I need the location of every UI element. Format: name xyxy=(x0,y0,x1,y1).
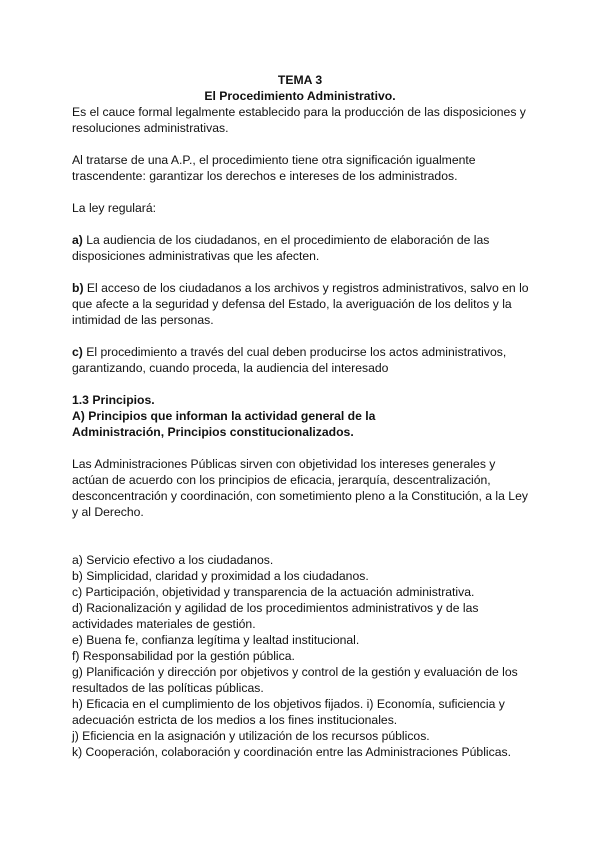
principles-list xyxy=(72,552,532,760)
list-item: h) Eficacia en el cumplimiento de los objetivos fijados. i) Economía, suficiencia y xyxy=(72,697,505,711)
item-c xyxy=(72,344,532,376)
item-c-text: El procedimiento a través del cual deben producirse los actos administrativos, garantizando, cuando proceda, la audiencia del interesado xyxy=(72,345,507,375)
paragraph-ap: Al tratarse de una A.P., el procedimiento tiene otra significación igualmente trascendente: garantizar los derechos e intereses de los administrados. xyxy=(72,153,476,183)
list-item: k) Cooperación, colaboración y coordinación entre las Administraciones Públicas. xyxy=(72,745,511,759)
list-item: d) Racionalización y agilidad de los procedimientos administrativos y de las xyxy=(72,601,479,615)
list-item: adecuación estricta de los medios a los fines institucionales. xyxy=(72,713,398,727)
list-item: actividades materiales de gestión. xyxy=(72,617,256,631)
list-item: e) Buena fe, confianza legítima y lealtad institucional. xyxy=(72,633,360,647)
list-item: a) Servicio efectivo a los ciudadanos. xyxy=(72,553,274,567)
tema-label: TEMA 3 xyxy=(277,73,323,87)
list-item: c) Participación, objetividad y transparencia de la actuación administrativa. xyxy=(72,585,475,599)
item-b-marker: b) xyxy=(72,281,84,295)
list-item: resultados de las políticas públicas. xyxy=(72,681,264,695)
item-a xyxy=(72,232,532,264)
paragraph-ley: La ley regulará: xyxy=(72,201,157,215)
page-title: El Procedimiento Administrativo. xyxy=(204,89,396,103)
section-heading: 1.3 Principios. xyxy=(72,393,155,407)
paragraph-principios: Las Administraciones Públicas sirven con objetividad los intereses generales y actúan de acuerdo con los principios de eficacia, jerarquía, descentralización, desconcentración y coordinación, con sometimiento pleno a la Constitución, a la Ley y al Derecho. xyxy=(72,457,528,519)
list-item: g) Planificación y dirección por objetivos y control de la gestión y evaluación de los xyxy=(72,665,518,679)
item-b-text: El acceso de los ciudadanos a los archivos y registros administrativos, salvo en lo que afecte a la seguridad y defensa del Estado, la averiguación de los delitos y la intimidad de las personas. xyxy=(72,281,529,327)
document-header xyxy=(0,72,600,104)
item-a-marker: a) xyxy=(72,233,83,247)
item-b xyxy=(72,280,532,328)
item-c-marker: c) xyxy=(72,345,83,359)
list-item: j) Eficiencia en la asignación y utilización de los recursos públicos. xyxy=(72,729,430,743)
item-a-text: La audiencia de los ciudadanos, en el procedimiento de elaboración de las disposiciones administrativas que les afecten. xyxy=(72,233,490,263)
intro-paragraph: Es el cauce formal legalmente establecido para la producción de las disposiciones y resoluciones administrativas. xyxy=(72,105,526,135)
list-item: f) Responsabilidad por la gestión pública. xyxy=(72,649,295,663)
list-item: b) Simplicidad, claridad y proximidad a los ciudadanos. xyxy=(72,569,369,583)
section-subheading: A) Principios que informan la actividad general de la Administración, Principios constitucionalizados. xyxy=(72,409,376,439)
